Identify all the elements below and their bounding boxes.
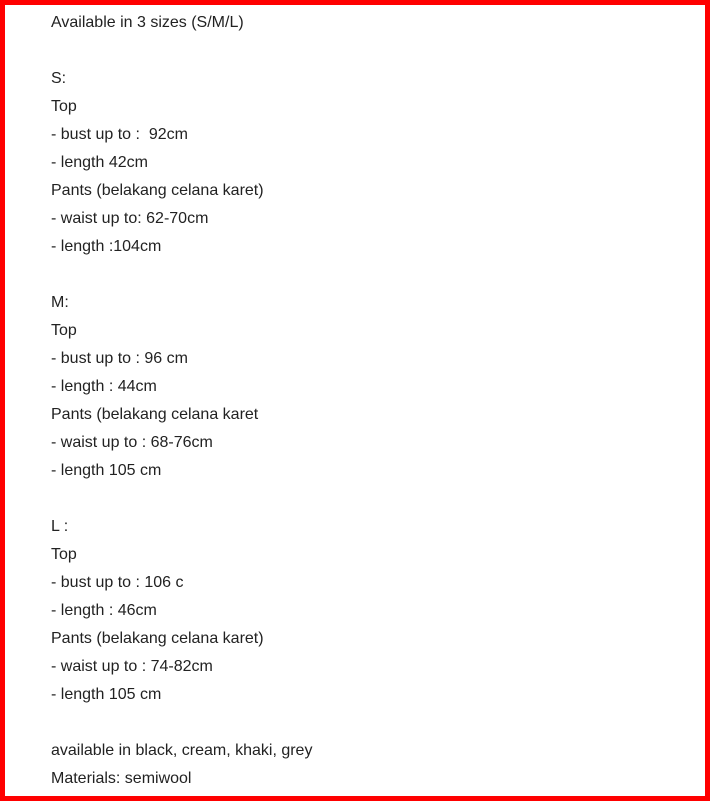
bust-measurement: - bust up to : 96 cm — [51, 350, 188, 367]
pants-length-measurement: - length 105 cm — [51, 462, 162, 479]
spacer — [51, 261, 695, 289]
size-chart-text — [51, 9, 695, 793]
bust-measurement: - bust up to : 106 c — [51, 574, 184, 591]
materials-text: Materials: semiwool — [51, 770, 192, 787]
top-length-measurement: - length 42cm — [51, 154, 148, 171]
pants-length-measurement: - length :104cm — [51, 238, 162, 255]
top-length-measurement: - length : 44cm — [51, 378, 157, 395]
top-heading: Top — [51, 98, 77, 115]
spacer — [51, 485, 695, 513]
size-block-m — [51, 289, 695, 485]
available-colors-text: available in black, cream, khaki, grey — [51, 742, 313, 759]
bust-measurement: - bust up to : 92cm — [51, 126, 188, 143]
pants-heading: Pants (belakang celana karet — [51, 406, 259, 423]
size-label: S: — [51, 70, 67, 87]
size-block-s — [51, 65, 695, 261]
pants-heading: Pants (belakang celana karet) — [51, 182, 264, 199]
spacer — [51, 709, 695, 737]
top-heading: Top — [51, 546, 77, 563]
intro-text: Available in 3 sizes (S/M/L) — [51, 14, 244, 31]
pants-length-measurement: - length 105 cm — [51, 686, 162, 703]
size-label: M: — [51, 294, 69, 311]
top-length-measurement: - length : 46cm — [51, 602, 157, 619]
pants-heading: Pants (belakang celana karet) — [51, 630, 264, 647]
waist-measurement: - waist up to : 68-76cm — [51, 434, 213, 451]
size-block-l — [51, 513, 695, 709]
waist-measurement: - waist up to : 74-82cm — [51, 658, 213, 675]
size-label: L : — [51, 518, 69, 535]
spacer — [51, 37, 695, 65]
waist-measurement: - waist up to: 62-70cm — [51, 210, 209, 227]
top-heading: Top — [51, 322, 77, 339]
